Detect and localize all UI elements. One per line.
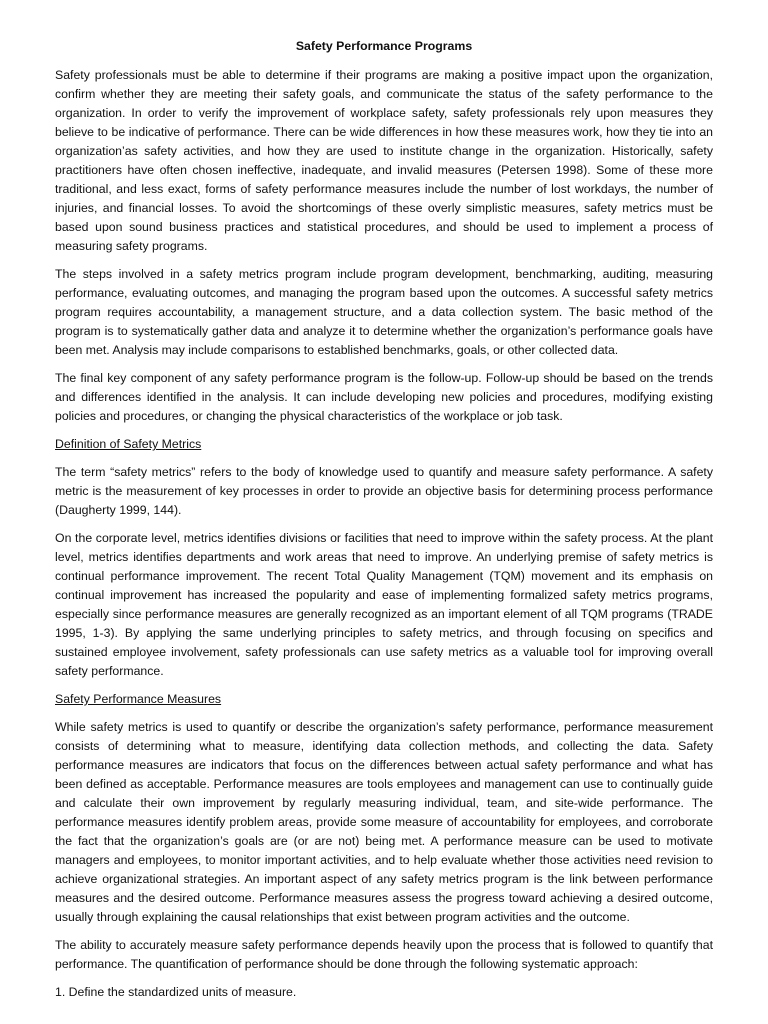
section-heading-definition: Definition of Safety Metrics (55, 437, 202, 451)
measures-paragraph-2: The ability to accurately measure safety performance depends heavily upon the process that is followed to quantify that performance. The quantification of performance should be done through the following systematic approach: (55, 938, 713, 971)
measures-paragraph-1: While safety metrics is used to quantify or describe the organization’s safety performance, performance measurement consists of determining what to measure, identifying data collection methods, and collecting the data. Safety performance measures are indicators that focus on the differences between actual safety performance and what has been defined as acceptable. Performance measures are tools employees and management can use to continually guide and calculate their own improvement by regularly measuring individual, team, and site-wide performance. The performance measures identify problem areas, provide some measure of accountability for employees, and corroborate the fact that the organization’s goals are (or are not) being met. A performance measure can be used to motivate managers and employees, to monitor important activities, and to help evaluate whether those activities need revision to achieve organizational strategies. An important aspect of any safety metrics program is the link between performance measures and the desired outcome. Performance measures assess the progress toward achieving a desired outcome, usually through explaining the causal relationships that exist between program activities and the outcome. (55, 720, 713, 924)
definition-paragraph-2: On the corporate level, metrics identifies divisions or facilities that need to improve within the safety process. At the plant level, metrics identifies departments and work areas that need to improve. An underlying premise of safety metrics is continual performance improvement. The recent Total Quality Management (TQM) movement and its emphasis on continual improvement has increased the popularity and ease of implementing formalized safety metrics programs, especially since performance measures are generally recognized as an important element of all TQM programs (TRADE 1995, 1-3). By applying the same underlying principles to safety metrics, and through focusing on specifics and sustained employee involvement, safety professionals can use safety metrics as a valuable tool for improving overall safety performance. (55, 531, 713, 678)
intro-paragraph-3: The final key component of any safety performance program is the follow-up. Follow-up should be based on the trends and differences identified in the analysis. It can include developing new policies and procedures, modifying existing policies and procedures, or changing the physical characteristics of the workplace or job task. (55, 371, 713, 423)
document-page (55, 37, 713, 1002)
list-item: 1. Define the standardized units of measure. (55, 985, 297, 999)
intro-paragraph-2: The steps involved in a safety metrics program include program development, benchmarking, auditing, measuring performance, evaluating outcomes, and managing the program based upon the outcomes. A successful safety metrics program requires accountability, a management structure, and a data collection system. The basic method of the program is to systematically gather data and analyze it to determine whether the organization’s performance goals have been met. Analysis may include comparisons to established benchmarks, goals, or other collected data. (55, 267, 713, 357)
page-title: Safety Performance Programs (295, 39, 473, 53)
section-heading-measures: Safety Performance Measures (55, 692, 222, 706)
definition-paragraph-1: The term “safety metrics” refers to the body of knowledge used to quantify and measure safety performance. A safety metric is the measurement of key processes in order to provide an objective basis for determining process performance (Daugherty 1999, 144). (55, 465, 713, 517)
intro-paragraph-1: Safety professionals must be able to determine if their programs are making a positive impact upon the organization, confirm whether they are meeting their safety goals, and communicate the status of the safety performance to the organization. In order to verify the improvement of workplace safety, safety professionals rely upon measures they believe to be indicative of performance. There can be wide differences in how these measures work, how they tie into an organization’as safety activities, and how they are used to institute change in the organization. Historically, safety practitioners have often chosen ineffective, inadequate, and invalid measures (Petersen 1998). Some of these more traditional, and less exact, forms of safety performance measures include the number of lost workdays, the number of injuries, and financial losses. To avoid the shortcomings of these overly simplistic measures, safety metrics must be based upon sound business practices and statistical procedures, and should be used to implement a process of measuring safety programs. (55, 68, 713, 253)
